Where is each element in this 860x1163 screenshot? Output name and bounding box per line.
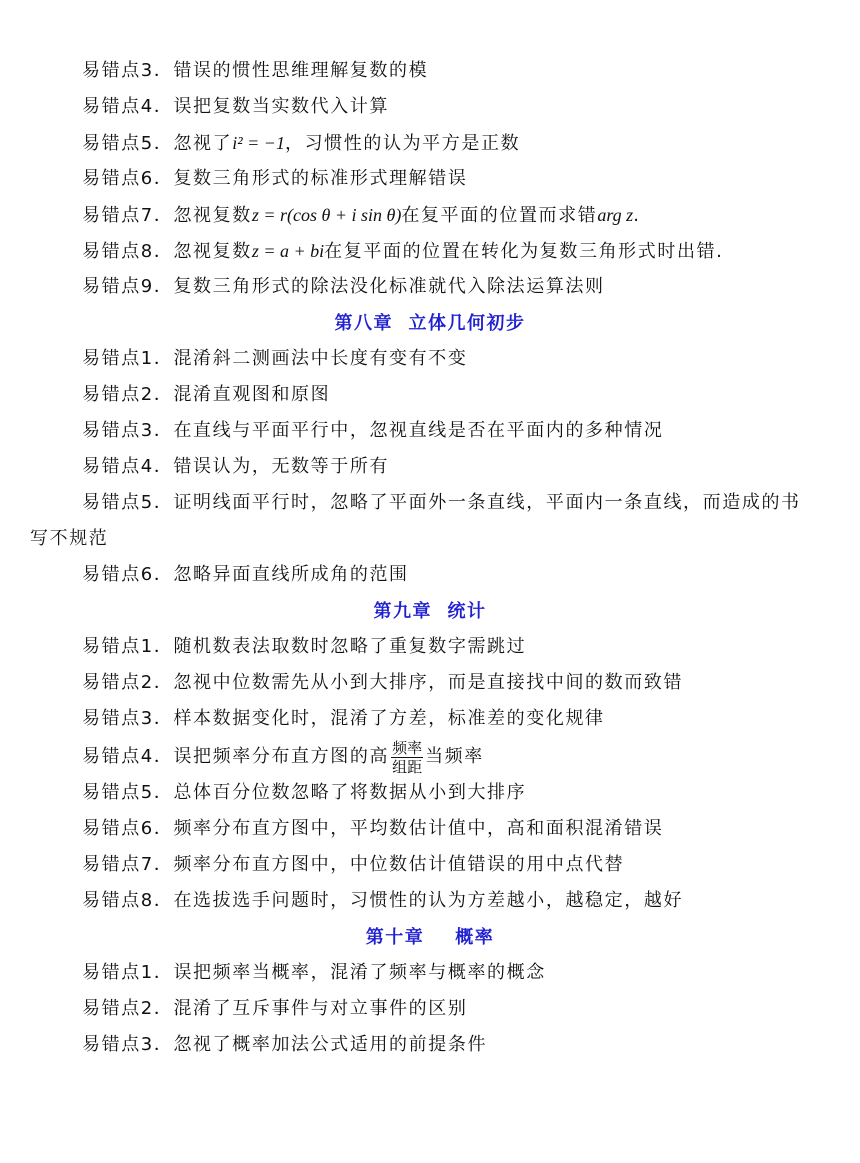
ch9-error-point-4-text: 易错点4．误把频率分布直方图的高: [82, 746, 390, 767]
chapter-9-title: 第九章 统计: [373, 601, 487, 622]
chapter-10-title: 第十章 概率: [365, 927, 495, 948]
error-point-7-tail: .: [633, 205, 641, 226]
ch10-error-point-1: 易错点1．误把频率当概率，混淆了频率与概率的概念: [82, 962, 546, 983]
ch10-error-point-2: 易错点2．混淆了互斥事件与对立事件的区别: [82, 998, 468, 1019]
ch9-error-point-6: 易错点6．频率分布直方图中，平均数估计值中，高和面积混淆错误: [82, 818, 664, 839]
ch9-error-point-1: 易错点1．随机数表法取数时忽略了重复数字需跳过: [82, 636, 527, 657]
error-point-7-mid: 在复平面的位置而求错: [401, 205, 598, 226]
error-point-9: 易错点9．复数三角形式的除法没化标准就代入除法运算法则: [82, 276, 605, 297]
error-point-7: [82, 204, 641, 227]
math-algebraic-form: z = a + bi: [251, 241, 325, 261]
ch8-error-point-2: 易错点2．混淆直观图和原图: [82, 384, 331, 405]
fraction-denominator: 组距: [392, 757, 423, 776]
chapter-8-title: 第八章 立体几何初步: [334, 313, 526, 334]
math-i-squared: i² = −1: [232, 133, 285, 153]
error-point-5: [82, 132, 520, 155]
ch9-error-point-3: 易错点3．样本数据变化时，混淆了方差，标准差的变化规律: [82, 708, 605, 729]
error-point-4: 易错点4．误把复数当实数代入计算: [82, 96, 390, 117]
error-point-7-text: 易错点7．忽视复数: [82, 205, 252, 226]
ch9-error-point-4-tail: 当频率: [425, 746, 484, 767]
error-point-8-text: 易错点8．忽视复数: [82, 241, 252, 262]
math-arg-z: arg z: [597, 205, 634, 225]
ch9-error-point-5: 易错点5．总体百分位数忽略了将数据从小到大排序: [82, 782, 527, 803]
error-point-3: 易错点3．错误的惯性思维理解复数的模: [82, 60, 429, 81]
ch8-error-point-3: 易错点3．在直线与平面平行中，忽视直线是否在平面内的多种情况: [82, 420, 664, 441]
ch9-error-point-2: 易错点2．忽视中位数需先从小到大排序，而是直接找中间的数而致错: [82, 672, 684, 693]
error-point-8: [82, 240, 724, 263]
ch8-error-point-5: 易错点5．证明线面平行时，忽略了平面外一条直线，平面内一条直线，而造成的书: [82, 492, 801, 513]
error-point-5-tail: ，习惯性的认为平方是正数: [284, 133, 521, 154]
ch8-error-point-6: 易错点6．忽略异面直线所成角的范围: [82, 564, 409, 585]
fraction-frequency-over-width: [391, 739, 423, 776]
ch10-error-point-3: 易错点3．忽视了概率加法公式适用的前提条件: [82, 1034, 488, 1055]
error-point-6: 易错点6．复数三角形式的标准形式理解错误: [82, 168, 468, 189]
error-point-5-text: 易错点5．忽视了: [82, 133, 233, 154]
math-trig-form: z = r(cos θ + i sin θ): [251, 205, 402, 225]
error-point-8-tail: 在复平面的位置在转化为复数三角形式时出错.: [324, 241, 724, 262]
ch9-error-point-7: 易错点7．频率分布直方图中，中位数估计值错误的用中点代替: [82, 854, 625, 875]
ch8-error-point-5-continued: 写不规范: [30, 528, 109, 549]
ch8-error-point-4: 易错点4．错误认为，无数等于所有: [82, 456, 390, 477]
ch8-error-point-1: 易错点1．混淆斜二测画法中长度有变有不变: [82, 348, 468, 369]
ch9-error-point-8: 易错点8．在选拔选手问题时，习惯性的认为方差越小，越稳定，越好: [82, 890, 684, 911]
fraction-numerator: 频率: [392, 738, 423, 757]
ch9-error-point-4: [82, 737, 484, 777]
